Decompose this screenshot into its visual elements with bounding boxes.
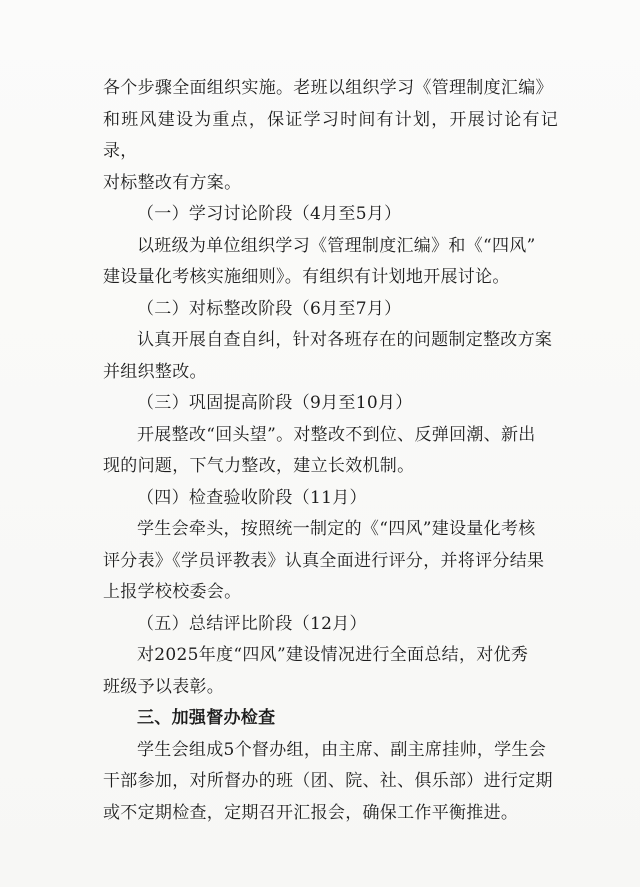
text-line: 建设量化考核实施细则》。有组织有计划地开展讨论。 bbox=[103, 267, 510, 287]
stage-3-title: （三）巩固提高阶段（9月至10月） bbox=[137, 393, 413, 413]
text-line: 对标整改有方案。 bbox=[103, 172, 242, 193]
stage-1-title: （一）学习讨论阶段（4月至5月） bbox=[137, 204, 402, 224]
stage-4-body bbox=[103, 514, 558, 609]
text-line: 干部参加，对所督办的班（团、院、社、俱乐部）进行定期 bbox=[103, 771, 553, 791]
text-line: 各个步骤全面组织实施。老班以组织学习《管理制度汇编》 bbox=[103, 78, 553, 98]
text-line: 上报学校校委会。 bbox=[103, 582, 242, 602]
stage-3-body bbox=[103, 420, 558, 483]
section-3-heading: 三、加强督办检查 bbox=[137, 708, 276, 728]
text-line: 并组织整改。 bbox=[103, 361, 207, 382]
text-line: 评分表》《学员评教表》认真全面进行评分，并将评分结果 bbox=[103, 550, 545, 571]
text-line: 对2025年度“四风”建设情况进行全面总结，对优秀 bbox=[137, 645, 529, 665]
text-line: 和班风建设为重点，保证学习时间有计划，开展讨论有记录， bbox=[103, 109, 558, 161]
stage-1-body bbox=[103, 231, 558, 294]
stage-2-body bbox=[103, 325, 558, 388]
stage-4-title: （四）检查验收阶段（11月） bbox=[137, 487, 367, 508]
text-line: 认真开展自查自纠，针对各班存在的问题制定整改方案 bbox=[137, 330, 553, 350]
text-line: 学生会组成5个督办组，由主席、副主席挂帅，学生会 bbox=[137, 739, 547, 760]
section-3-body bbox=[103, 735, 558, 830]
stage-5-title: （五）总结评比阶段（12月） bbox=[137, 613, 367, 634]
text-line: 学生会牵头，按照统一制定的《“四风”建设量化考核 bbox=[137, 519, 536, 539]
text-line: 或不定期检查，定期召开汇报会，确保工作平衡推进。 bbox=[103, 802, 519, 823]
text-line: 现的问题，下气力整改，建立长效机制。 bbox=[103, 456, 415, 476]
text-line: 班级予以表彰。 bbox=[103, 676, 225, 697]
text-line: 以班级为单位组织学习《管理制度汇编》和《“四风” bbox=[137, 235, 536, 256]
document-body bbox=[103, 73, 558, 829]
intro-paragraph bbox=[103, 73, 558, 199]
stage-2-title: （二）对标整改阶段（6月至7月） bbox=[137, 298, 402, 319]
stage-5-body bbox=[103, 640, 558, 703]
text-line: 开展整改“回头望”。对整改不到位、反弹回潮、新出 bbox=[137, 424, 536, 445]
